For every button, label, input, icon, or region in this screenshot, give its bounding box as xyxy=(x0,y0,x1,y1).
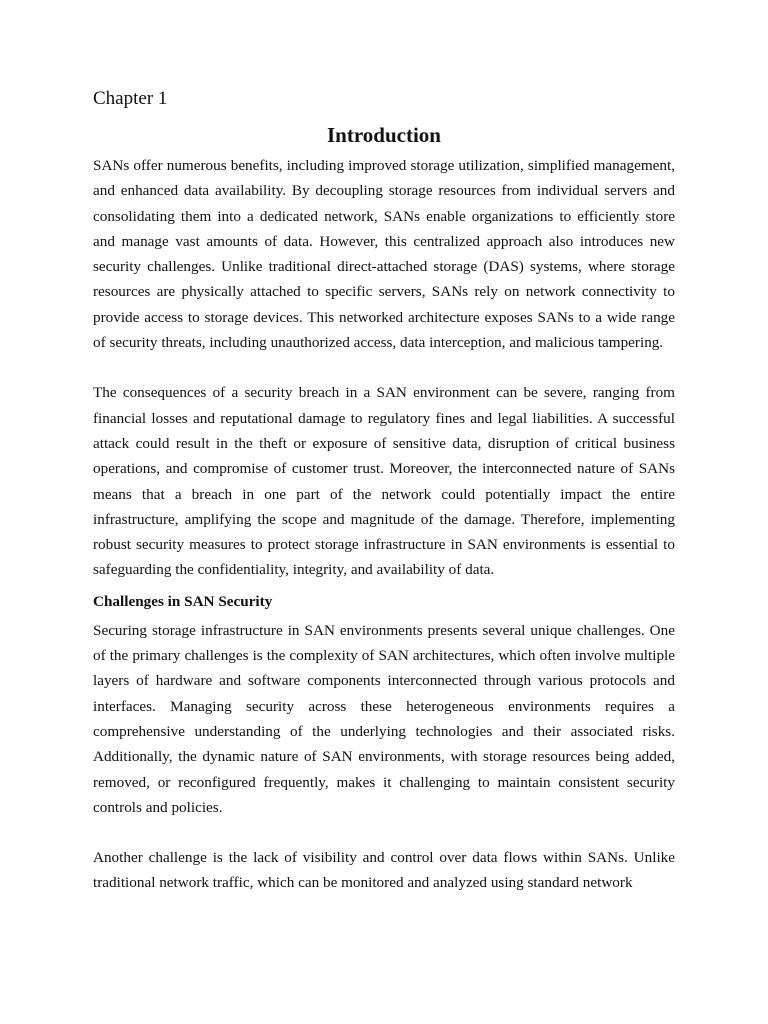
chapter-label: Chapter 1 xyxy=(93,88,168,109)
section-title: Introduction xyxy=(327,123,441,147)
paragraph-visibility: Another challenge is the lack of visibility and control over data flows within SANs. Unlike traditional network traffic, which can be monitored and analyzed using standard network xyxy=(93,849,675,892)
paragraph-consequences: The consequences of a security breach in a SAN environment can be severe, ranging from financial losses and reputational damage to regulatory fines and legal liabilities. A successful attack could result in the theft or exposure of sensitive data, disruption of critical business operations, and compromise of customer trust. Moreover, the interconnected nature of SANs means that a breach in one part of the network could potentially impact the entire infrastructure, amplifying the scope and magnitude of the damage. Therefore, implementing robust security measures to protect storage infrastructure in SAN environments is essential to safeguarding the confidentiality, integrity, and availability of data. xyxy=(93,384,675,579)
paragraph-benefits: SANs offer numerous benefits, including improved storage utilization, simplified management, and enhanced data availability. By decoupling storage resources from individual servers and consolidating them into a dedicated network, SANs enable organizations to efficiently store and manage vast amounts of data. However, this centralized approach also introduces new security challenges. Unlike traditional direct-attached storage (DAS) systems, where storage resources are physically attached to specific servers, SANs rely on network connectivity to provide access to storage devices. This networked architecture exposes SANs to a wide range of security threats, including unauthorized access, data interception, and malicious tampering. xyxy=(93,157,675,352)
paragraph-complexity: Securing storage infrastructure in SAN environments presents several unique challenges. One of the primary challenges is the complexity of SAN architectures, which often involve multiple layers of hardware and software components interconnected through various protocols and interfaces. Managing security across these heterogeneous environments requires a comprehensive understanding of the underlying technologies and their associated risks. Additionally, the dynamic nature of SAN environments, with storage resources being added, removed, or reconfigured frequently, makes it challenging to maintain consistent security controls and policies. xyxy=(93,621,675,816)
subheading-challenges: Challenges in SAN Security xyxy=(93,592,273,610)
document-page xyxy=(93,86,675,896)
